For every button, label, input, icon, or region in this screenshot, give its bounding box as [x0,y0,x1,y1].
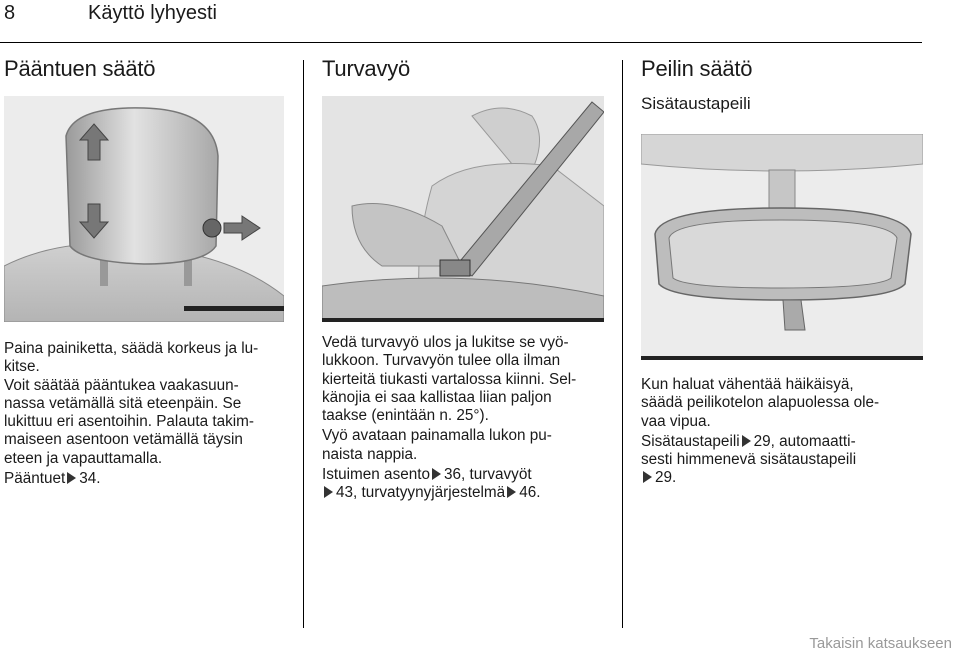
column-seatbelt [322,56,604,82]
mirror-figure [641,134,923,360]
seatbelt-line: lukkoon. Turvavyön tulee olla ilman [322,352,561,370]
ref-page[interactable]: 36, turvavyöt [444,466,532,484]
mirror-line: sesti himmenevä sisätaustapeili [641,451,857,469]
seatbelt-reference[interactable] [322,466,607,484]
seatbelt-figure [322,96,604,322]
headrest-figure [4,96,284,322]
page-ref-arrow-icon [67,472,76,484]
section-subtitle-mirror: Sisätaustapeili [641,94,751,113]
ref-label: Pääntuet [4,470,66,488]
column-mirror [641,56,923,114]
seatbelt-line: naista nappia. [322,445,418,463]
page-ref-arrow-icon [643,471,652,483]
headrest-text [4,340,289,488]
seatbelt-reference[interactable] [322,484,607,502]
page-ref-arrow-icon [324,486,333,498]
column-divider [303,60,304,628]
mirror-line: Kun haluat vähentää häikäisyä, [641,376,854,393]
seatbelt-line: Vedä turvavyö ulos ja lukitse se vyö- [322,334,569,351]
ref-page[interactable]: 29. [655,469,677,487]
headrest-line: eteen ja vapauttamalla. [4,449,163,467]
column-headrest [4,56,284,82]
seatbelt-line: Vyö avataan painamalla lukon pu- [322,427,552,445]
ref-page[interactable]: 43, turvatyynyjärjestelmä [336,484,506,502]
section-title-seatbelt: Turvavyö [322,56,411,81]
page-ref-arrow-icon [507,486,516,498]
seatbelt-line: taakse (enintään n. 25°). [322,407,489,425]
seatbelt-illustration [322,96,604,322]
ref-page[interactable]: 29, automaatti- [753,432,856,450]
header-divider [0,42,922,43]
headrest-line: nassa vetämällä sitä eteenpäin. Se [4,394,242,412]
page-ref-arrow-icon [742,435,751,447]
seatbelt-text [322,334,607,503]
headrest-line: maiseen asentoon vetämällä täysin [4,431,243,449]
section-title-mirror: Peilin säätö [641,56,753,81]
ref-page[interactable]: 34. [79,470,101,488]
ref-page[interactable]: 46. [519,484,541,502]
mirror-text [641,376,926,488]
section-title-headrest: Pääntuen säätö [4,56,156,81]
headrest-adjust-illustration [4,96,284,322]
page-number: 8 [4,2,16,24]
headrest-line: lukittuu eri asentoihin. Palauta takim- [4,413,254,431]
column-divider [622,60,623,628]
headrest-line: Voit säätää pääntukea vaakasuun- [4,376,239,394]
headrest-reference[interactable] [4,470,289,488]
ref-label: Istuimen asento [322,466,430,484]
chapter-title: Käyttö lyhyesti [88,2,217,24]
page-header [0,0,922,40]
seatbelt-line: känojia ei saa kallistaa liian paljon [322,388,552,406]
back-to-overview-link[interactable]: Takaisin katsaukseen [809,635,952,652]
seatbelt-line: kierteitä tiukasti vartalossa kiinni. Sel- [322,370,577,388]
mirror-reference[interactable] [641,433,926,451]
page-ref-arrow-icon [432,468,441,480]
headrest-line: Paina painiketta, säädä korkeus ja lu- [4,340,259,357]
rearview-mirror-illustration [641,134,923,360]
mirror-line: säädä peilikotelon alapuolessa ole- [641,394,880,412]
mirror-reference[interactable] [641,469,926,487]
mirror-line: vaa vipua. [641,412,711,430]
ref-label: Sisätaustapeili [641,432,740,450]
headrest-line: kitse. [4,358,40,376]
